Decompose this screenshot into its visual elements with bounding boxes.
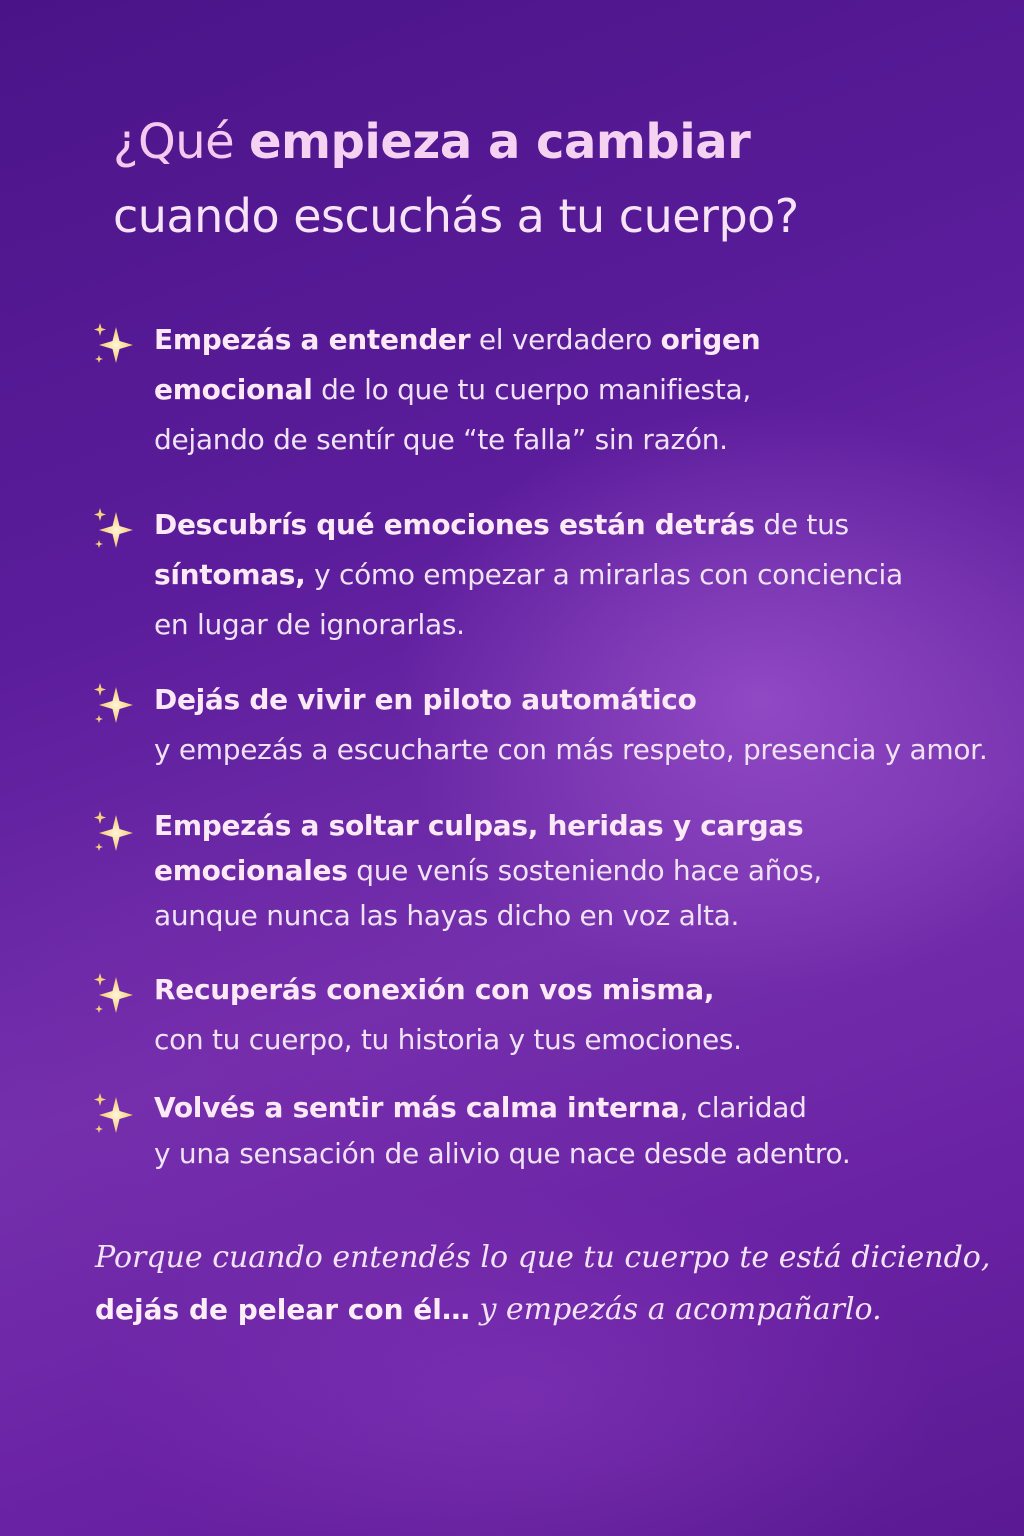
title-line-1 [113,105,993,179]
title-bold: empieza a cambiar [248,114,751,170]
item-text-span: el verdadero [470,323,661,356]
sparkles-icon [90,321,138,369]
item-text-span: dejando de sentír que “te falla” sin razón. [154,423,728,456]
item-bold-text: emocionales [154,854,348,887]
item-bold-text: Empezás a entender [154,323,471,356]
item-text [154,500,1015,650]
sparkles-icon [90,1091,138,1139]
item-text-span: de tus [754,508,849,541]
closing-italic: y empezás a acompañarlo. [469,1292,882,1327]
item-bold-text: origen [660,323,761,356]
item-text [154,965,1015,1065]
item-bold-text: emocional [154,373,313,406]
item-bold-text: Recuperás conexión con vos misma, [154,973,715,1006]
item-text-span: aunque nunca las hayas dicho en voz alta. [154,899,740,932]
item-text-span: , claridad [679,1091,807,1124]
title-line-2: cuando escuchás a tu cuerpo? [113,189,799,243]
item-text-span: y una sensación de alivio que nace desde adentro. [154,1137,851,1170]
item-text-span: y empezás a escucharte con más respeto, presencia y amor. [154,733,988,766]
title-prefix: ¿Qué [113,114,249,170]
page-title [113,105,993,253]
item-text [154,803,1015,938]
item-text-span: de lo que tu cuerpo manifiesta, [312,373,751,406]
item-text [154,1085,1015,1177]
sparkles-icon [90,809,138,857]
item-bold-text: Empezás a soltar culpas, heridas y cargas [154,809,804,842]
item-bold-text: Descubrís qué emociones están detrás [154,508,755,541]
item-text [154,675,1015,775]
item-bold-text: Volvés a sentir más calma interna [154,1091,680,1124]
closing-quote [95,1232,995,1336]
item-text-span: en lugar de ignorarlas. [154,608,465,641]
closing-bold: dejás de pelear con él… [95,1293,470,1326]
item-text [154,315,1015,465]
item-text-span: con tu cuerpo, tu historia y tus emociones. [154,1023,742,1056]
item-bold-text: Dejás de vivir en piloto automático [154,683,697,716]
item-text-span: que venís sosteniendo hace años, [347,854,822,887]
sparkles-icon [90,971,138,1019]
item-text-span: y cómo empezar a mirarlas con conciencia [305,558,903,591]
sparkles-icon [90,681,138,729]
sparkles-icon [90,506,138,554]
item-bold-text: síntomas, [154,558,306,591]
closing-line-1: Porque cuando entendés lo que tu cuerpo te está diciendo, [95,1240,991,1275]
